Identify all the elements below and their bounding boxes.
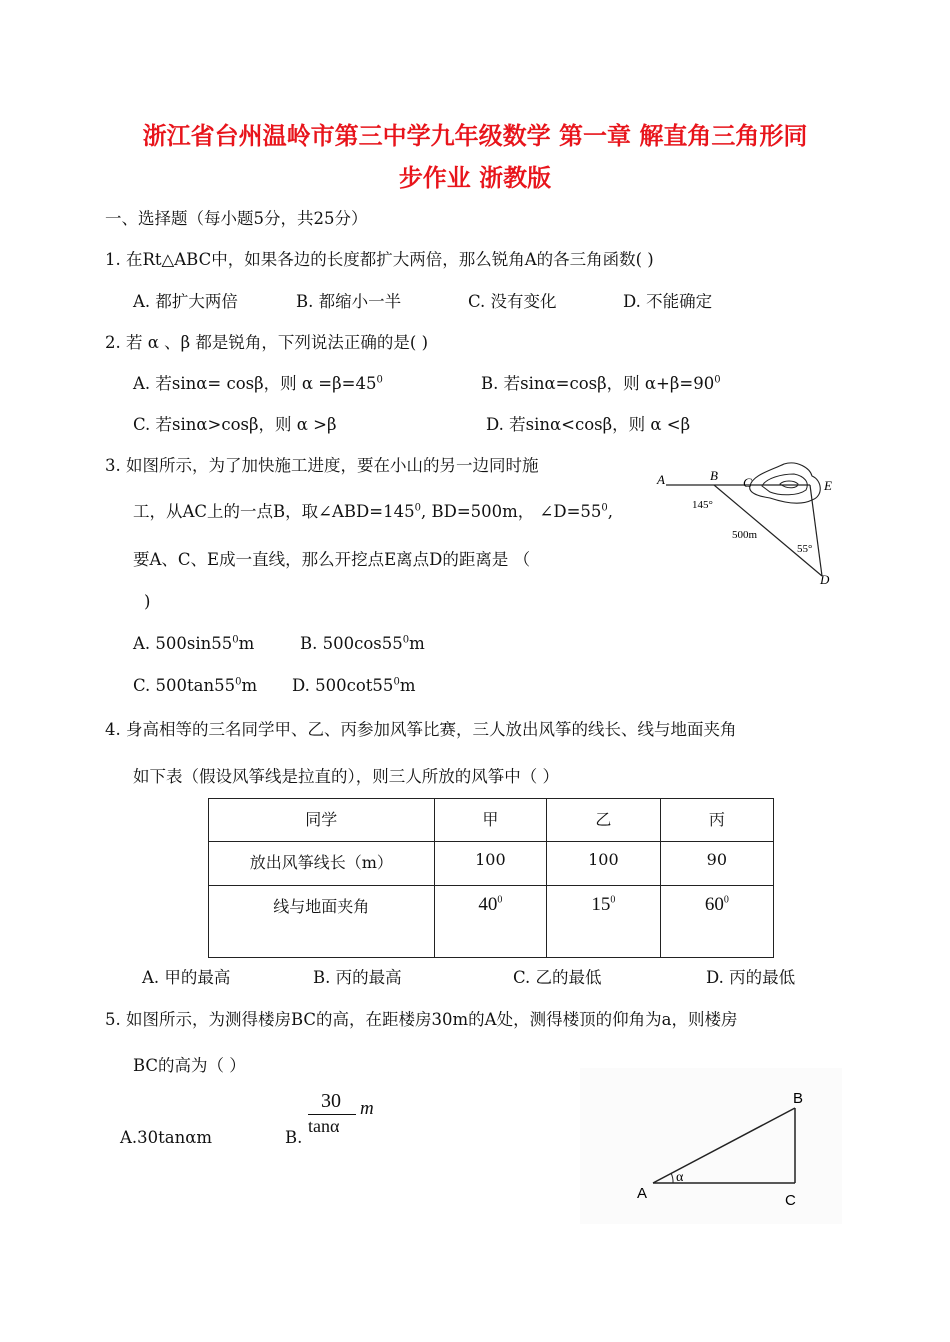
table-cell: 90 <box>660 842 773 886</box>
point-b-label: B <box>710 468 718 483</box>
page-title-line-1: 浙江省台州温岭市第三中学九年级数学 第一章 解直角三角形同 <box>142 122 808 150</box>
table-header-cell: 丙 <box>660 799 773 842</box>
building-triangle-figure <box>580 1068 842 1224</box>
question-4-option-a: A. 甲的最高 <box>142 968 231 987</box>
kite-table <box>208 798 774 958</box>
table-cell: 线与地面夹角 <box>209 886 435 958</box>
question-1-option-b: B. 都缩小一半 <box>296 292 402 311</box>
question-3-option-a: A. $500\sin 55^0m$ <box>133 634 255 653</box>
table-header-cell: 乙 <box>547 799 661 842</box>
question-4-option-d: D. 丙的最低 <box>706 968 796 987</box>
question-4-line-1: 4. 身高相等的三名同学甲、乙、丙参加风筝比赛，三人放出风筝的线长、线与地面夹角 <box>105 720 737 739</box>
question-3-option-c: C. $500\tan 55^0m$ <box>133 676 258 695</box>
table-cell: 100 <box>547 842 661 886</box>
table-cell: 100 <box>434 842 547 886</box>
question-5-option-a: A.30tanαm <box>120 1128 213 1147</box>
hill-contour-inner <box>780 481 798 488</box>
table-header-cell: 同学 <box>209 799 435 842</box>
point-b-label: B <box>793 1090 804 1107</box>
point-e-label: E <box>824 478 832 493</box>
question-4-option-c: C. 乙的最低 <box>513 968 602 987</box>
fraction-numerator: 30 <box>321 1090 341 1112</box>
hill-contour-middle <box>762 474 807 495</box>
fraction-unit: m <box>360 1098 374 1119</box>
question-3-line-3: 要A、C、E成一直线，那么开挖点E离点D的距离是 （ <box>133 550 531 569</box>
question-5-option-b-fraction <box>308 1090 374 1137</box>
question-3-line-1: 3. 如图所示，为了加快施工进度，要在小山的另一边同时施 <box>105 456 539 475</box>
question-2-option-b: B. 若sinα=cosβ，则 $\alpha+\beta=90^0$ <box>481 374 721 393</box>
point-d-label: D <box>820 572 830 587</box>
question-5-option-b-label: B. <box>285 1128 303 1147</box>
table-cell: $15^0$ <box>547 886 661 958</box>
hill-contour-outer <box>750 463 821 503</box>
table-cell: $40^0$ <box>434 886 547 958</box>
line-bd <box>714 485 822 576</box>
angle-b-label: 145° <box>692 499 713 511</box>
mountain-tunnel-figure <box>652 460 842 590</box>
table-cell: $60^0$ <box>660 886 773 958</box>
question-3-line-2: 工，从AC上的一点B，取$\angle ABD=145^0$, BD=500m， $\angle D=55^0$, <box>133 502 614 521</box>
question-1-option-a: A. 都扩大两倍 <box>133 292 238 311</box>
fraction-bar <box>308 1114 356 1115</box>
point-a-label: A <box>657 472 665 487</box>
angle-d-label: 55° <box>797 543 813 555</box>
question-1-option-c: C. 没有变化 <box>468 292 557 311</box>
point-a-label: A <box>637 1185 648 1202</box>
question-5-line-1: 5. 如图所示，为测得楼房BC的高，在距楼房30m的A处，测得楼顶的仰角为a，则楼房 <box>105 1010 738 1029</box>
section-heading: 一、选择题（每小题5分，共25分） <box>105 209 368 228</box>
table-header-row <box>209 799 774 842</box>
page-title-line-2: 步作业 浙教版 <box>398 164 552 192</box>
question-2-stem: 2. 若 α 、β 都是锐角，下列说法正确的是( ) <box>105 333 429 352</box>
question-5-line-2: BC的高为（ ） <box>133 1056 246 1075</box>
question-3-line-4: ) <box>144 592 151 611</box>
length-bd-label: 500m <box>732 529 758 541</box>
question-2-option-a: A. 若sinα= cosβ，则 $\alpha =\beta=45^0$ <box>133 374 383 393</box>
question-3-option-b: B. $500\cos 55^0m$ <box>300 634 425 653</box>
question-2-option-d: D. 若sinα<cosβ，则 α <β <box>486 415 691 434</box>
question-3-option-d: D. $500\cot 55^0m$ <box>292 676 416 695</box>
question-4-option-b: B. 丙的最高 <box>313 968 402 987</box>
point-c-label: C <box>743 475 752 490</box>
table-row <box>209 886 774 958</box>
table-row <box>209 842 774 886</box>
table-header-cell: 甲 <box>434 799 547 842</box>
question-2-option-c: C. 若sinα>cosβ，则 α >β <box>133 415 337 434</box>
question-1-option-d: D. 不能确定 <box>623 292 713 311</box>
question-4-line-2: 如下表（假设风筝线是拉直的），则三人所放的风筝中（ ） <box>133 767 559 786</box>
fraction-denominator: tanα <box>308 1116 340 1136</box>
table-cell: 放出风筝线长（m） <box>209 842 435 886</box>
point-c-label: C <box>785 1192 796 1209</box>
question-1-stem: 1. 在Rt△ABC中，如果各边的长度都扩大两倍，那么锐角A的各三角函数( ) <box>105 250 654 269</box>
alpha-label: α <box>676 1170 684 1185</box>
